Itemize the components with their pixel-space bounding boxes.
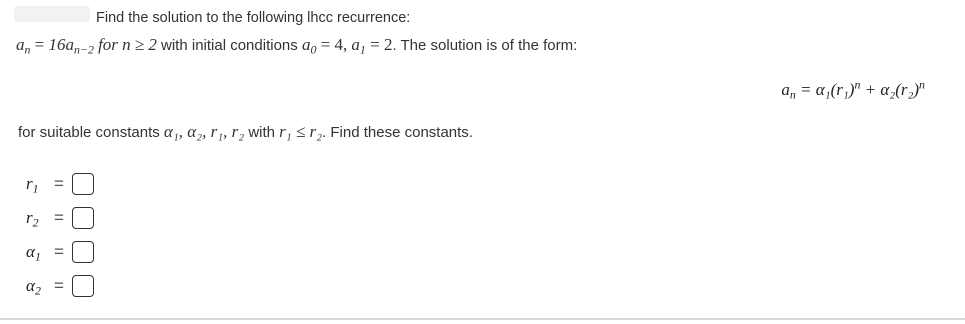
order-relation: r₁ ≤ r₂ — [279, 122, 323, 141]
equals-sign: = — [54, 174, 64, 193]
solution-form-equation: $a_n = \alpha_1(r_1)^n + \alpha_2(r_2)^n$ — [781, 77, 925, 102]
recurrence-lhs: $a_n$ — [16, 35, 31, 57]
answer-label-alpha2: $\alpha_2$ — [26, 276, 41, 298]
answer-label-alpha1: $\alpha_1$ — [26, 242, 41, 264]
answer-row-alpha2 — [26, 273, 94, 299]
answer-input-r2[interactable] — [72, 207, 94, 229]
answer-label-r1: $r_1$ — [26, 174, 39, 196]
for-word: for — [98, 35, 118, 54]
equals-sign: = — [54, 208, 64, 227]
conditions-text: with initial conditions — [161, 37, 298, 54]
question-intro: Find the solution to the following lhcc recurrence: — [96, 10, 411, 26]
condition: ≥ 2 — [134, 35, 157, 54]
constants-list: α₁, α₂, r₁, r₂ — [163, 122, 245, 141]
form-text: . The solution is of the form: — [392, 37, 578, 54]
equals-sign: = — [54, 276, 64, 295]
answer-row-alpha1 — [26, 239, 94, 265]
recurrence-statement: $a_n = 16a_{n-2}$ for n ≥ 2 with initial conditions $a_0 = 4$, $a_1 = 2$. The solution is of the form: — [16, 35, 578, 57]
answer-input-r1[interactable] — [72, 173, 94, 195]
bottom-divider — [0, 318, 965, 320]
redacted-block — [14, 6, 90, 22]
equals-sign: = — [54, 242, 64, 261]
constants-statement: for suitable constants α₁, α₂, r₁, r₂ with r₁ ≤ r₂. Find these constants. — [18, 122, 473, 141]
answer-row-r1 — [26, 171, 94, 197]
answer-row-r2 — [26, 205, 94, 231]
answer-input-alpha2[interactable] — [72, 275, 94, 297]
condition-var: n — [122, 35, 131, 54]
answer-label-r2: $r_2$ — [26, 208, 39, 230]
answer-input-alpha1[interactable] — [72, 241, 94, 263]
